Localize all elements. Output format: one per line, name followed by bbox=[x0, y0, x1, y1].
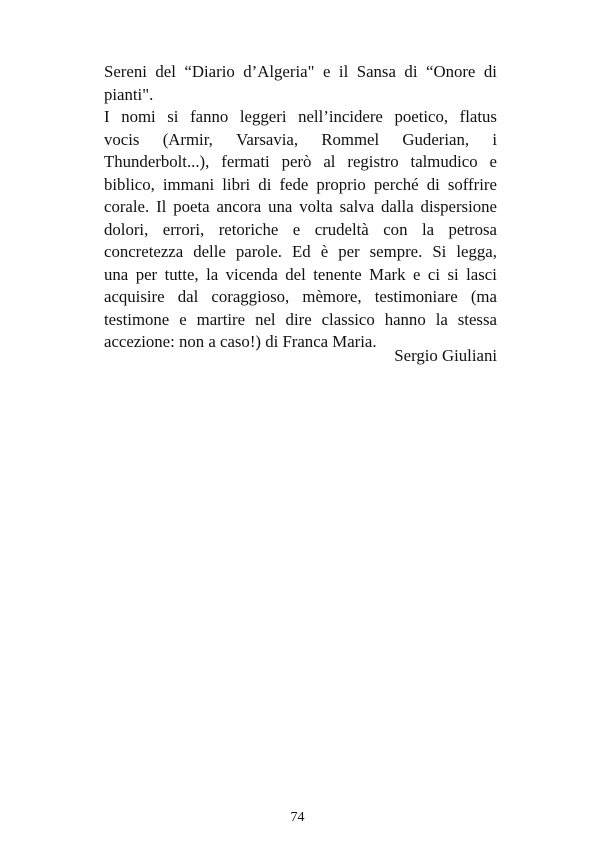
word: si bbox=[167, 107, 179, 126]
word: la bbox=[435, 309, 448, 329]
word: sempre. bbox=[369, 242, 423, 261]
word: la bbox=[421, 219, 435, 239]
word: dire bbox=[285, 309, 312, 329]
word: fanno bbox=[190, 107, 229, 126]
word: talmudico bbox=[410, 152, 478, 171]
word: la bbox=[206, 264, 219, 284]
word: una bbox=[268, 197, 293, 216]
word: testimoniare bbox=[374, 287, 458, 306]
word: dal bbox=[177, 287, 199, 306]
word: tutte, bbox=[164, 264, 199, 284]
word: crudeltà bbox=[314, 219, 369, 239]
word: però bbox=[281, 152, 312, 171]
word: “Diario bbox=[184, 62, 235, 81]
word: Thunderbolt...), bbox=[104, 152, 210, 171]
text-line bbox=[104, 286, 497, 309]
word: Sereni bbox=[104, 62, 147, 81]
text-line bbox=[104, 264, 497, 287]
page-number: 74 bbox=[290, 810, 305, 825]
author-signature: Sergio Giuliani bbox=[394, 346, 497, 365]
word: poeta bbox=[173, 197, 210, 216]
word: di bbox=[483, 62, 497, 81]
word: (Armir, bbox=[162, 129, 213, 149]
word: il bbox=[338, 62, 349, 81]
word: per bbox=[338, 242, 360, 261]
word: d’Algeria" bbox=[243, 62, 315, 81]
word: (ma bbox=[470, 287, 497, 306]
word: ci bbox=[427, 264, 440, 284]
word: leggeri bbox=[239, 107, 287, 126]
word: stessa bbox=[457, 309, 497, 329]
word: di bbox=[426, 174, 440, 194]
word: concretezza bbox=[104, 242, 184, 261]
word: e bbox=[292, 219, 301, 239]
text-line bbox=[104, 219, 497, 242]
word: ancora bbox=[216, 197, 262, 216]
word: vocis bbox=[104, 129, 140, 149]
word: flatus bbox=[459, 107, 497, 126]
text-line bbox=[104, 106, 497, 129]
word: proprio bbox=[316, 174, 366, 194]
word: hanno bbox=[384, 309, 426, 329]
word: di bbox=[258, 174, 272, 194]
word: si bbox=[447, 264, 459, 284]
word: immani bbox=[162, 174, 215, 194]
word: Mark bbox=[369, 264, 406, 284]
word: Rommel bbox=[321, 129, 380, 149]
word: del bbox=[155, 62, 176, 81]
word: I bbox=[104, 107, 110, 126]
word: salva bbox=[339, 197, 375, 216]
word: Ed bbox=[292, 242, 311, 261]
word: acquisire bbox=[104, 287, 165, 306]
word: fermati bbox=[221, 152, 270, 171]
word: e bbox=[489, 152, 497, 171]
word: Guderian, bbox=[402, 129, 470, 149]
word: e bbox=[179, 309, 187, 329]
word: petrosa bbox=[448, 219, 497, 239]
word: nell’incidere bbox=[298, 107, 383, 126]
text-line: accezione: non a caso!) di Franca Maria. bbox=[104, 332, 377, 351]
word: volta bbox=[299, 197, 333, 216]
word: dispersione bbox=[420, 197, 497, 216]
word: perché bbox=[373, 174, 419, 194]
word: Il bbox=[156, 197, 167, 216]
word: registro bbox=[347, 152, 399, 171]
text-line: pianti". bbox=[104, 84, 154, 104]
word: nomi bbox=[121, 107, 156, 126]
text-line bbox=[104, 129, 497, 152]
word: parole. bbox=[235, 242, 282, 261]
word: tenente bbox=[313, 264, 362, 284]
word: coraggioso, bbox=[211, 287, 290, 306]
word: libri bbox=[222, 174, 251, 194]
word: con bbox=[383, 219, 408, 239]
word: retoriche bbox=[218, 219, 279, 239]
word: fede bbox=[279, 174, 309, 194]
word: classico bbox=[321, 309, 375, 329]
word: dalla bbox=[381, 197, 414, 216]
word: Varsavia, bbox=[236, 129, 299, 149]
text-line bbox=[104, 196, 497, 219]
word: biblico, bbox=[104, 174, 155, 194]
word: dolori, bbox=[104, 219, 149, 239]
text-line bbox=[104, 309, 497, 332]
word: al bbox=[323, 152, 336, 171]
text-line bbox=[104, 174, 497, 197]
word: una bbox=[104, 264, 129, 284]
text-line bbox=[104, 61, 497, 84]
word: e bbox=[322, 62, 331, 81]
word: e bbox=[412, 264, 421, 284]
word: poetico, bbox=[394, 107, 449, 126]
word: soffrire bbox=[447, 174, 497, 194]
word: testimone bbox=[104, 309, 170, 329]
text-line bbox=[104, 151, 497, 174]
word: vicenda bbox=[225, 264, 278, 284]
word: i bbox=[492, 129, 497, 149]
word: di bbox=[404, 62, 418, 81]
text-line bbox=[104, 241, 497, 264]
word: Si bbox=[432, 242, 447, 261]
word: legga, bbox=[456, 242, 497, 261]
word: mèmore, bbox=[302, 287, 362, 306]
word: delle bbox=[193, 242, 226, 261]
word: martire bbox=[196, 309, 246, 329]
word: corale. bbox=[104, 197, 150, 216]
word: nel bbox=[255, 309, 276, 329]
word: lasci bbox=[466, 264, 497, 284]
word: Sansa bbox=[356, 62, 396, 81]
word: errori, bbox=[162, 219, 205, 239]
word: per bbox=[135, 264, 158, 284]
word: “Onore bbox=[426, 62, 476, 81]
body-text bbox=[104, 61, 497, 354]
word: è bbox=[320, 242, 329, 261]
word: del bbox=[285, 264, 306, 284]
